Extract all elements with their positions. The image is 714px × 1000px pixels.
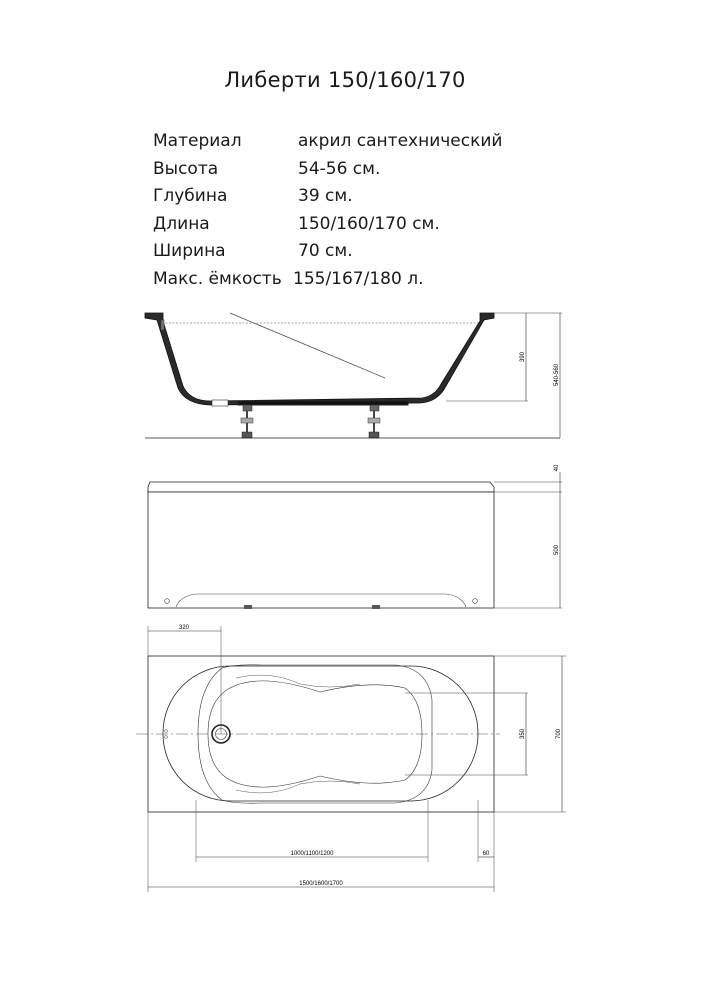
spec-value: 70 см. bbox=[298, 241, 353, 262]
dim-side-depth: 390 bbox=[520, 351, 526, 363]
leg-left bbox=[241, 405, 253, 438]
spec-label: Материал bbox=[153, 131, 242, 151]
page-title: Либерти 150/160/170 bbox=[224, 68, 466, 92]
dim-top-length: 1500/1600/1700 bbox=[299, 881, 343, 887]
spec-value: 150/160/170 см. bbox=[298, 213, 440, 234]
dim-top-inner-length: 1000/1100/1200 bbox=[290, 851, 334, 857]
spec-value: акрил сантехнический bbox=[298, 131, 503, 151]
dim-front-rim: 40 bbox=[554, 464, 560, 472]
front-panel bbox=[148, 492, 494, 608]
spec-label: Макс. ёмкость bbox=[153, 268, 282, 289]
spec-value: 39 см. bbox=[298, 186, 353, 207]
base-plate bbox=[238, 401, 408, 405]
spec-value: 155/167/180 л. bbox=[293, 268, 424, 289]
leg-foot bbox=[244, 605, 252, 609]
dim-top-offset: 320 bbox=[178, 625, 190, 631]
spec-label: Ширина bbox=[153, 241, 226, 262]
dim-top-inner-width: 350 bbox=[520, 728, 526, 740]
spec-label: Высота bbox=[153, 158, 219, 179]
rim-lip bbox=[161, 320, 164, 330]
spec-value: 54-56 см. bbox=[298, 158, 381, 179]
drain-fitting bbox=[212, 400, 228, 406]
leg-foot bbox=[372, 605, 380, 609]
spec-label: Глубина bbox=[153, 186, 228, 207]
dim-top-width: 700 bbox=[556, 728, 562, 740]
front-view bbox=[148, 472, 562, 609]
top-view bbox=[136, 626, 566, 892]
dim-front-height: 500 bbox=[554, 544, 560, 556]
side-section-view bbox=[145, 313, 562, 438]
dim-side-height: 540-560 bbox=[554, 363, 560, 387]
dim-top-margin: 60 bbox=[482, 851, 490, 857]
spec-label: Длина bbox=[153, 213, 210, 234]
leg-right bbox=[368, 405, 380, 438]
tub-shell bbox=[145, 313, 494, 405]
front-rim bbox=[148, 482, 494, 492]
